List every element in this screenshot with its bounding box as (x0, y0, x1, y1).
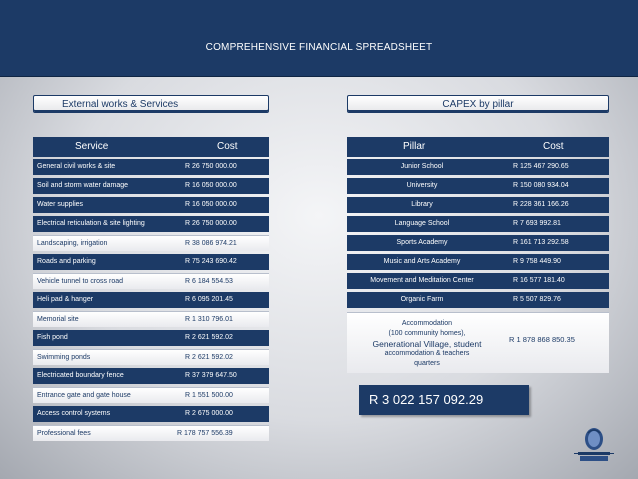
service-row (33, 387, 269, 403)
service-cost: R 26 750 000.00 (185, 163, 237, 170)
service-cost: R 2 621 592.02 (185, 334, 233, 341)
service-cost: R 6 095 201.45 (185, 296, 233, 303)
service-row (33, 216, 269, 232)
accommodation-line: accommodation & teachers (384, 350, 470, 357)
pillar-row (347, 216, 609, 232)
service-name: General civil works & site (37, 163, 116, 170)
page-title: COMPREHENSIVE FINANCIAL SPREADSHEET (205, 42, 433, 53)
service-name: Entrance gate and gate house (37, 392, 131, 399)
service-cost: R 1 551 500.00 (185, 392, 233, 399)
service-row (33, 254, 269, 270)
service-name: Roads and parking (37, 258, 96, 265)
service-row (33, 349, 269, 365)
service-cost: R 38 086 974.21 (185, 240, 237, 247)
section-title-capex: CAPEX by pillar (347, 95, 609, 113)
service-cost: R 2 621 592.02 (185, 354, 233, 361)
accommodation-row (347, 312, 609, 373)
column-header-pillar-cost: Cost (543, 141, 564, 152)
pillar-cost: R 161 713 292.58 (513, 239, 569, 246)
service-name: Water supplies (37, 201, 84, 208)
service-row (33, 292, 269, 308)
crest-logo-icon (572, 425, 616, 467)
pillar-name: Music and Arts Academy (383, 258, 461, 265)
service-name: Swimming ponds (37, 354, 91, 361)
header-banner (0, 0, 638, 77)
service-row (33, 425, 269, 441)
service-name: Professional fees (37, 430, 91, 437)
pillar-name: Language School (394, 220, 450, 227)
pillar-row (347, 273, 609, 289)
pillar-cost: R 16 577 181.40 (513, 277, 565, 284)
pillar-name: Movement and Meditation Center (370, 277, 474, 284)
service-cost: R 178 757 556.39 (177, 430, 233, 437)
accommodation-line: (100 community homes), (388, 330, 466, 337)
service-row (33, 178, 269, 194)
pillar-name: Library (411, 201, 433, 208)
service-name: Electrical reticulation & site lighting (37, 220, 145, 227)
service-row (33, 311, 269, 327)
service-name: Fish pond (37, 334, 68, 341)
pillar-name: Organic Farm (400, 296, 444, 303)
accommodation-line: Generational Village, student (372, 339, 482, 349)
service-cost: R 16 050 000.00 (185, 201, 237, 208)
service-row (33, 273, 269, 289)
pillar-cost: R 7 693 992.81 (513, 220, 561, 227)
service-cost: R 26 750 000.00 (185, 220, 237, 227)
pillar-name: University (406, 182, 438, 189)
service-cost: R 1 310 796.01 (185, 316, 233, 323)
service-row (33, 368, 269, 384)
accommodation-line: Accommodation (401, 320, 453, 327)
service-row (33, 330, 269, 346)
service-name: Vehicle tunnel to cross road (37, 278, 123, 285)
service-row (33, 159, 269, 175)
service-table-header (33, 137, 269, 157)
column-header-pillar: Pillar (403, 141, 426, 152)
pillar-row (347, 159, 609, 175)
service-row (33, 197, 269, 213)
service-row (33, 235, 269, 251)
column-header-service: Service (75, 141, 109, 152)
service-cost: R 6 184 554.53 (185, 278, 233, 285)
service-cost: R 75 243 690.42 (185, 258, 237, 265)
service-row (33, 406, 269, 422)
service-name: Landscaping, irrigation (37, 240, 108, 247)
pillar-table-header (347, 137, 609, 157)
pillar-row (347, 197, 609, 213)
service-cost: R 37 379 647.50 (185, 372, 237, 379)
service-name: Heli pad & hanger (37, 296, 94, 303)
capex-total: R 3 022 157 092.29 (359, 385, 529, 415)
service-name: Access control systems (37, 410, 111, 417)
pillar-cost: R 228 361 166.26 (513, 201, 569, 208)
service-cost: R 16 050 000.00 (185, 182, 237, 189)
service-name: Soil and storm water damage (37, 182, 129, 189)
pillar-name: Junior School (400, 163, 444, 170)
pillar-row (347, 178, 609, 194)
service-name: Memorial site (37, 316, 79, 323)
service-name: Electricated boundary fence (37, 372, 124, 379)
pillar-row (347, 292, 609, 308)
pillar-cost: R 5 507 829.76 (513, 296, 561, 303)
pillar-name: Sports Academy (396, 239, 448, 246)
pillar-cost: R 9 758 449.90 (513, 258, 561, 265)
service-cost: R 2 675 000.00 (185, 410, 233, 417)
pillar-row (347, 235, 609, 251)
pillar-cost: R 125 467 290.65 (513, 163, 569, 170)
accommodation-line: quarters (414, 360, 440, 367)
accommodation-label (357, 319, 497, 369)
pillar-row (347, 254, 609, 270)
section-title-external-works: External works & Services (33, 95, 269, 113)
pillar-cost: R 150 080 934.04 (513, 182, 569, 189)
accommodation-cost: R 1 878 868 850.35 (509, 335, 575, 344)
column-header-cost: Cost (217, 141, 238, 152)
